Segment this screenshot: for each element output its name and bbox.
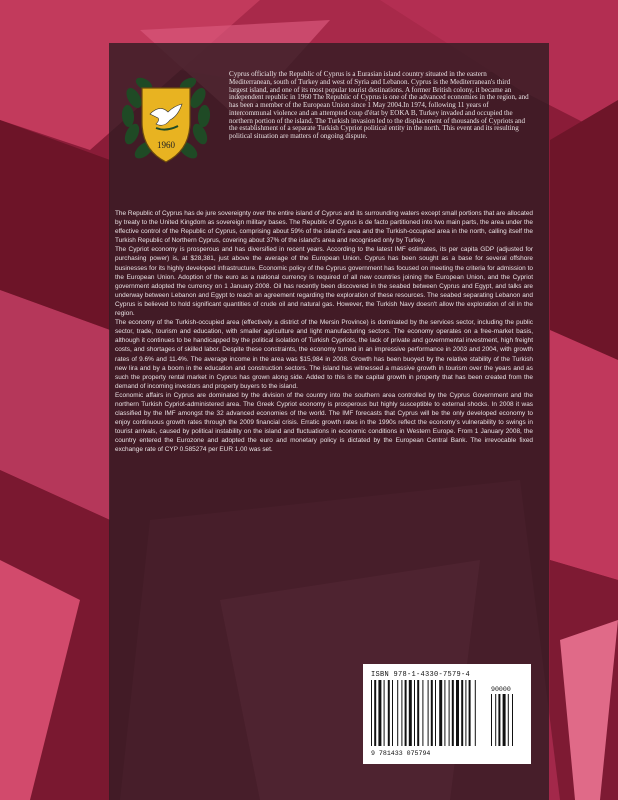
body-text bbox=[115, 209, 533, 455]
isbn-label: ISBN 978-1-4330-7579-4 bbox=[371, 671, 471, 679]
paragraph-economy: The Cypriot economy is prosperous and has diversified in recent years. According to the latest IMF estimates, its per capita GDP (adjusted for purchasing power) is, at $28,381, just above the average of the European Union. Cyprus has been sought as a base for several offshore businesses for its highly developed infrastructure. Economic policy of the Cyprus government has focused on meeting the criteria for admission to the European Union. Adoption of the euro as a national currency is required of all new countries joining the European Union, and the Cypriot government adopted the currency on 1 January 2008. Oil has recently been discovered in the seabed between Cyprus and Egypt, and talks are underway between Lebanon and Egypt to reach an agreement regarding the exploration of these resources. The seabed separating Lebanon and Cyprus is believed to hold significant quantities of crude oil and natural gas. However, the Turkish Navy doesn't allow the exploration of oil in the region. bbox=[115, 246, 533, 318]
paragraph-economic-affairs: Economic affairs in Cyprus are dominated by the division of the country into the southern area controlled by the Cyprus Government and the northern Turkish Cypriot-administered area. The Greek Cypriot economy is prosperous but highly susceptible to external shocks. In 2008 it was classified by the IMF amongst the 32 advanced economies of the world. The IMF forecasts that Cyprus will be the only developed economy to enjoy continuous growth rates through the 2009 financial crisis. Erratic growth rates in the 1990s reflect the economy's vulnerability to swings in tourist arrivals, caused by political instability on the island and fluctuations in economic conditions in Western Europe. From 1 January 2008, the country entered the Eurozone and adopted the euro and monetary policy is dictated by the European Central Bank. The irrevocable fixed exchange rate of CYP 0.585274 per EUR 1.00 was set. bbox=[115, 391, 533, 454]
isbn-barcode-box bbox=[363, 664, 531, 764]
barcode-digits: 9 781433 075794 bbox=[371, 750, 431, 757]
paragraph-northern-economy: The economy of the Turkish-occupied area (effectively a district of the Mersin Province) is dominated by the services sector, including the public sector, trade, tourism and education, with smaller agriculture and light manufacturing sectors. The economy operates on a free-market basis, although it continues to be handicapped by the political isolation of Turkish Cypriots, the lack of private and governmental investment, high freight costs, and shortages of skilled labor. Despite these constraints, the economy turned in an impressive performance in 2003 and 2004, with growth rates of 9.6% and 11.4%. The average income in the area was $15,984 in 2008. Growth has been buoyed by the relative stability of the Turkish new lira and by a boom in the education and construction sectors. The island has witnessed a massive growth in tourism over the years and as such the property rental market in Cyprus has grown along side. Added to this is the capital growth in property that has been created from the demand of incoming investors and property buyers to the island. bbox=[115, 319, 533, 390]
coat-of-arms-emblem bbox=[114, 70, 218, 170]
barcode-addon-digits: 90000 bbox=[491, 686, 511, 693]
intro-paragraph: Cyprus officially the Republic of Cyprus is a Eurasian island country situated in the eastern Mediterranean, south of Turkey and west of Syria and Lebanon. Cyprus is the Mediterranean's third largest island, and one of its most popular tourist destinations. A former British colony, it became an independent republic in 1960 The Republic of Cyprus is one of the advanced economies in the region, and has been a member of the European Union since 1 May 2004.In 1974, following 11 years of intercommunal violence and an attempted coup d'état by EOKA B, Turkey invaded and occupied the northern portion of the island. The Turkish invasion led to the displacement of thousands of Cypriots and the establishment of a separate Turkish Cypriot political entity in the north. This event and its resulting political situation are matters of ongoing dispute. bbox=[229, 70, 529, 140]
emblem-year: 1960 bbox=[157, 140, 175, 150]
paragraph-sovereignty: The Republic of Cyprus has de jure sovereignty over the entire island of Cyprus and its surrounding waters except small portions that are allocated by treaty to the United Kingdom as sovereign military bases. The Republic of Cyprus is de facto partitioned into two main parts, the area under the effective control of the Republic of Cyprus, comprising about 59% of the island's area and the Turkish-occupied area in the north, calling itself the Turkish Republic of Northern Cyprus, covering about 37% of the island's area and recognised only by Turkey. bbox=[115, 210, 533, 245]
